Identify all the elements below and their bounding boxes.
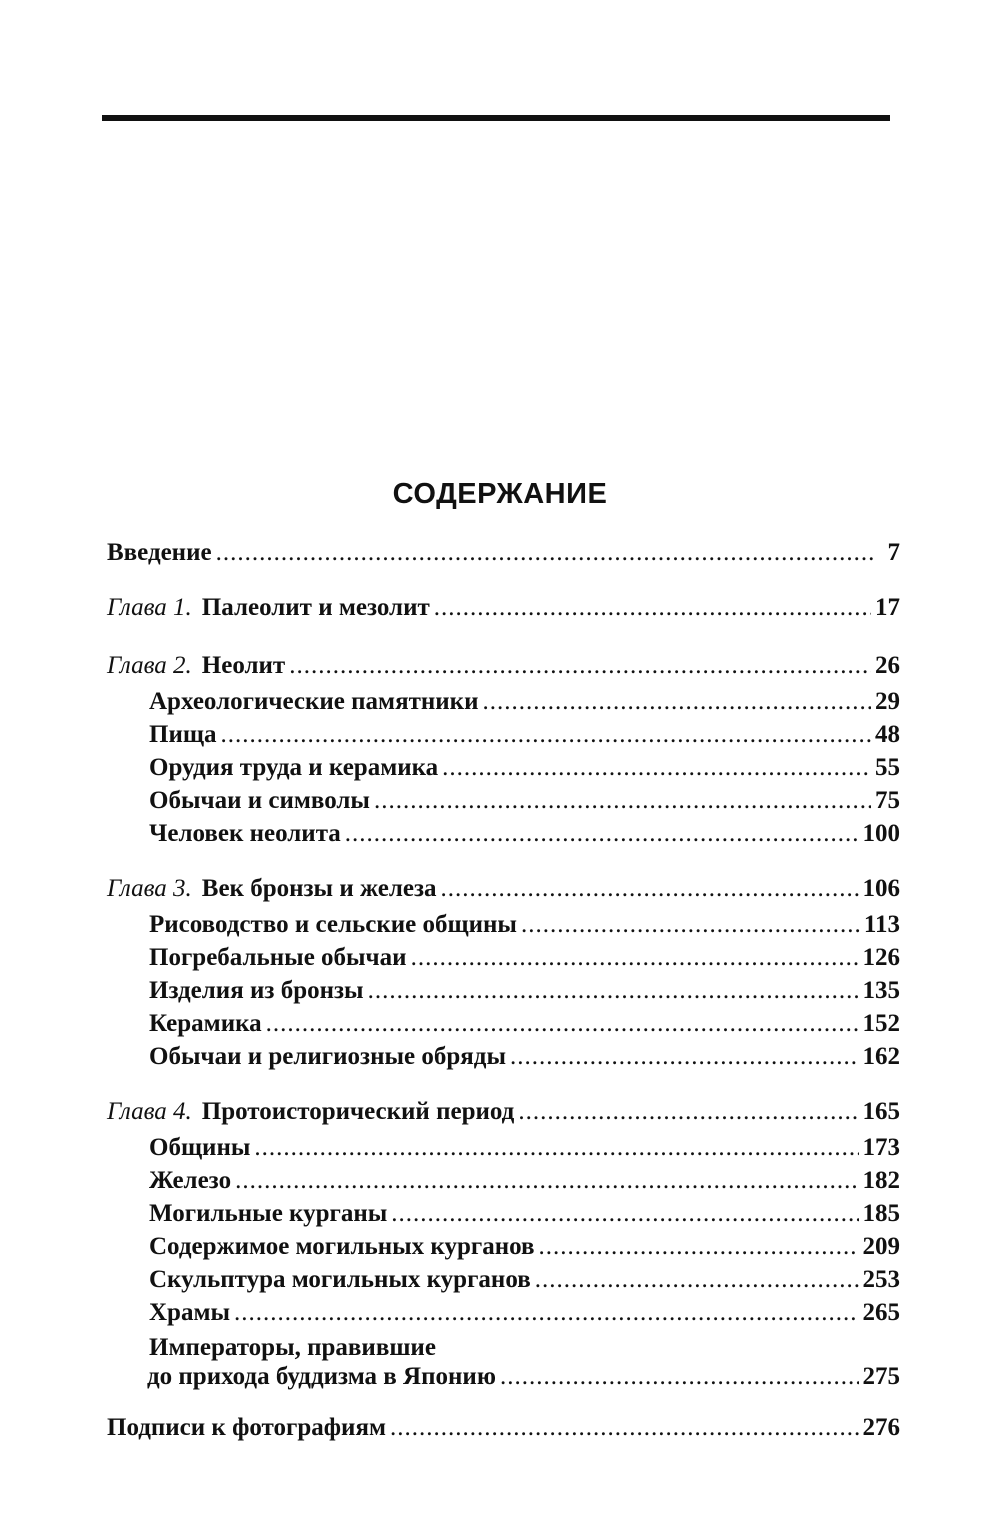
dot-leader xyxy=(234,1296,858,1329)
page-number: 165 xyxy=(862,1098,900,1125)
toc-chapter-entry[interactable] xyxy=(107,870,900,908)
page-number: 17 xyxy=(875,594,900,621)
dot-leader xyxy=(374,784,871,817)
page-number: 113 xyxy=(863,911,900,938)
dot-leader xyxy=(442,751,871,784)
entry-title: Погребальные обычаи xyxy=(149,944,407,971)
dot-leader xyxy=(441,870,859,908)
entry-title: Могильные курганы xyxy=(149,1200,388,1227)
entry-title: Подписи к фотографиям xyxy=(107,1414,387,1441)
toc-section-entry[interactable] xyxy=(107,784,900,817)
entry-title: Керамика xyxy=(149,1010,262,1037)
page-number: 276 xyxy=(862,1414,900,1441)
entry-title: Императоры, правившие до прихода буддизма в Японию xyxy=(147,1334,496,1390)
page-number: 185 xyxy=(862,1200,900,1227)
page-number: 152 xyxy=(862,1010,900,1037)
toc-group xyxy=(107,1411,900,1444)
entry-title: Содержимое могильных курганов xyxy=(149,1233,535,1260)
page-number: 182 xyxy=(862,1167,900,1194)
page-number: 126 xyxy=(862,944,900,971)
entry-title: Археологические памятники xyxy=(149,688,479,715)
dot-leader xyxy=(535,1263,859,1296)
toc-group xyxy=(107,589,900,627)
toc-section-entry[interactable] xyxy=(107,1040,900,1073)
toc-section-entry[interactable] xyxy=(107,685,900,718)
toc-section-entry[interactable] xyxy=(107,974,900,1007)
chapter-number: Глава 4. xyxy=(107,1098,192,1125)
toc-section-entry[interactable] xyxy=(107,817,900,850)
toc-section-entry[interactable] xyxy=(107,751,900,784)
entry-title: Рисоводство и сельские общины xyxy=(149,911,517,938)
page-number: 253 xyxy=(862,1266,900,1293)
page-title: СОДЕРЖАНИЕ xyxy=(392,478,608,510)
entry-title: Введение xyxy=(107,539,212,566)
dot-leader xyxy=(216,536,876,569)
toc-group xyxy=(107,647,900,850)
dot-leader xyxy=(220,718,871,751)
toc-chapter-entry[interactable] xyxy=(107,589,900,627)
dot-leader xyxy=(368,974,859,1007)
dot-leader xyxy=(521,908,860,941)
dot-leader xyxy=(254,1131,858,1164)
page-number: 162 xyxy=(862,1043,900,1070)
toc-section-entry[interactable] xyxy=(107,908,900,941)
toc-chapter-entry[interactable] xyxy=(107,1093,900,1131)
page-number: 26 xyxy=(875,652,900,679)
entry-title: Общины xyxy=(149,1134,251,1161)
page-number: 55 xyxy=(875,754,900,781)
toc-entry[interactable] xyxy=(107,1411,900,1444)
page-number: 275 xyxy=(862,1363,900,1390)
entry-title: Изделия из бронзы xyxy=(149,977,364,1004)
page-number: 100 xyxy=(862,820,900,847)
entry-title: Пища xyxy=(149,721,217,748)
dot-leader xyxy=(411,941,859,974)
toc-group xyxy=(107,1093,900,1391)
dot-leader xyxy=(235,1164,858,1197)
chapter-number: Глава 3. xyxy=(107,875,192,902)
page-number: 135 xyxy=(862,977,900,1004)
toc-section-entry[interactable] xyxy=(107,718,900,751)
dot-leader xyxy=(483,685,872,718)
toc-section-entry[interactable] xyxy=(107,1007,900,1040)
entry-title: Скульптура могильных курганов xyxy=(149,1266,531,1293)
entry-title: Обычаи и религиозные обряды xyxy=(149,1043,506,1070)
entry-title: Орудия труда и керамика xyxy=(149,754,439,781)
entry-title: Палеолит и мезолит xyxy=(201,594,430,621)
toc-group xyxy=(107,536,900,569)
toc-section-entry[interactable] xyxy=(107,1329,900,1391)
dot-leader xyxy=(539,1230,859,1263)
dot-leader xyxy=(390,1411,858,1444)
dot-leader xyxy=(266,1007,859,1040)
entry-title: Век бронзы и железа xyxy=(201,875,437,902)
toc-entry[interactable] xyxy=(107,536,900,569)
table-of-contents xyxy=(107,536,900,1464)
dot-leader xyxy=(391,1197,858,1230)
entry-title: Храмы xyxy=(149,1299,231,1326)
toc-section-entry[interactable] xyxy=(107,941,900,974)
page-number: 75 xyxy=(875,787,900,814)
toc-section-entry[interactable] xyxy=(107,1296,900,1329)
top-rule xyxy=(102,115,890,121)
toc-group xyxy=(107,870,900,1073)
toc-section-entry[interactable] xyxy=(107,1164,900,1197)
page-number: 265 xyxy=(862,1299,900,1326)
page-number: 7 xyxy=(887,539,900,566)
chapter-number: Глава 2. xyxy=(107,652,192,679)
dot-leader xyxy=(500,1362,859,1391)
page-number: 106 xyxy=(862,875,900,902)
dot-leader xyxy=(510,1040,859,1073)
toc-chapter-entry[interactable] xyxy=(107,647,900,685)
page-number: 48 xyxy=(875,721,900,748)
dot-leader xyxy=(289,647,871,685)
page-number: 209 xyxy=(862,1233,900,1260)
page-number: 173 xyxy=(862,1134,900,1161)
toc-section-entry[interactable] xyxy=(107,1197,900,1230)
toc-section-entry[interactable] xyxy=(107,1230,900,1263)
entry-title: Неолит xyxy=(201,652,286,679)
entry-title: Протоисторический период xyxy=(201,1098,515,1125)
entry-title: Железо xyxy=(149,1167,232,1194)
chapter-number: Глава 1. xyxy=(107,594,192,621)
entry-title: Человек неолита xyxy=(149,820,341,847)
dot-leader xyxy=(518,1093,858,1131)
page-number: 29 xyxy=(875,688,900,715)
entry-title: Обычаи и символы xyxy=(149,787,370,814)
dot-leader xyxy=(434,589,871,627)
toc-section-entry[interactable] xyxy=(107,1131,900,1164)
toc-section-entry[interactable] xyxy=(107,1263,900,1296)
dot-leader xyxy=(345,817,859,850)
